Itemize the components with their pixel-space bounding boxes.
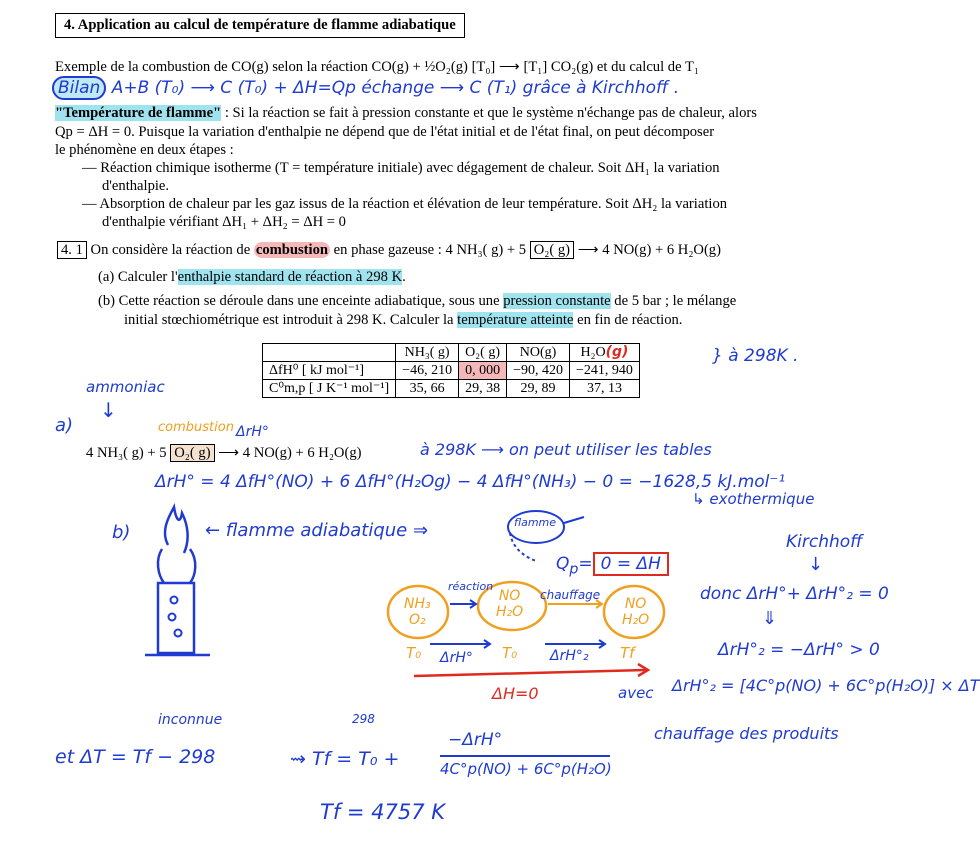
part-b-text-2: de 5 bar ; le mélange	[610, 293, 737, 309]
state-products-hot	[622, 596, 649, 628]
state-reactant-a: NH₃	[404, 596, 431, 612]
tables-note: à 298K ⟶ on peut utiliser les tables	[420, 440, 712, 459]
table-header-cell: O₂( g)	[459, 344, 507, 362]
drh-formula: ΔrH° = 4 ΔfH°(NO) + 6 ΔfH°(H₂Og) − 4 ΔfH°(NH₃) − 0 = −1628,5 kJ.mol⁻¹	[155, 472, 786, 492]
exothermic-note: ↳ exothermique	[692, 490, 815, 508]
delta-t-equation: et ΔT = Tf − 298	[55, 746, 216, 768]
avec-note: avec	[618, 684, 654, 702]
question-text-c: en phase gazeuse : 4 NH₃( g) + 5	[330, 242, 530, 258]
thermo-data-table	[262, 343, 640, 398]
unknown-note: inconnue	[158, 712, 223, 728]
table-cell: 37, 13	[570, 380, 640, 398]
bilan-equation: A+B (T₀) ⟶ C (T₀) + ΔH=Qp échange ⟶ C (T₁) grâce à Kirchhoff .	[111, 78, 680, 98]
qp-symbol: Q	[556, 554, 570, 574]
t0-label-a: T₀	[406, 644, 422, 662]
table-cell: 29, 89	[507, 380, 570, 398]
reaction-label: réaction	[448, 580, 494, 593]
donc-equation: donc ΔrH°+ ΔrH°₂ = 0	[700, 584, 889, 604]
combustion-note: combustion	[158, 420, 234, 435]
dh2-equation: ΔrH°₂ = −ΔrH° > 0	[718, 640, 880, 660]
table-header-row	[263, 344, 640, 362]
table-row-label: ΔfH⁰ [ kJ mol⁻¹]	[263, 362, 396, 380]
product-heating-note: chauffage des produits	[654, 724, 839, 743]
at-298k-note: } à 298K .	[712, 346, 799, 366]
table-header-cell: NO(g)	[507, 344, 570, 362]
table-row	[263, 362, 640, 380]
part-b-line-1	[98, 292, 736, 311]
step-1-line-b: d'enthalpie.	[102, 178, 170, 194]
adiabatic-flame-note: ← flamme adiabatique ⇒	[205, 520, 429, 541]
at-298k-text: à 298K .	[728, 346, 799, 366]
qp-box: 0 = ΔH	[593, 552, 669, 576]
flame-bubble-label: flamme	[514, 516, 557, 529]
final-result: Tf = 4757 K	[320, 800, 446, 824]
state-products-cold	[496, 588, 523, 620]
h2o-phase-annotation: (g)	[605, 344, 629, 360]
reaction-left: 4 NH₃( g) + 5	[86, 445, 167, 461]
qp-equation: $Q_p= 0 = \Delta H$	[556, 554, 669, 577]
part-b-text-4: en fin de réaction.	[573, 312, 683, 328]
part-b-marker: b)	[112, 522, 131, 543]
tf-equation-lead: ⇝ Tf = T₀ +	[290, 748, 400, 770]
ammoniac-note: ammoniac	[86, 378, 165, 396]
arrow-down-icon: ↓	[808, 554, 824, 575]
table-header-h2o: H₂O	[580, 345, 606, 360]
table-header-cell: NH₃( g)	[396, 344, 459, 362]
step-2-line-a: — Absorption de chaleur par les gaz issus de la réaction et élévation de leur température. Soit ΔH₂ la variation	[82, 196, 728, 212]
step-1-line-a: — Réaction chimique isotherme (T = température initiale) avec dégagement de chaleur. Soit ΔH₁ la variation	[82, 160, 720, 176]
part-b-highlight-1: pression constante	[503, 293, 611, 309]
handwritten-reaction	[86, 444, 361, 463]
kirchhoff-note: Kirchhoff	[786, 532, 863, 552]
drh0-note: ΔrH°	[236, 424, 269, 440]
intro-line-4: le phénomène en deux étapes :	[55, 142, 234, 158]
reaction-o2-box: O₂( g)	[170, 444, 214, 462]
bilan-line	[52, 78, 679, 98]
o2-box: O₂( g)	[530, 241, 574, 259]
dh2-formula: ΔrH°₂ = [4C°p(NO) + 6C°p(H₂O)] × ΔT	[672, 676, 980, 695]
heating-label: chauffage	[540, 588, 601, 602]
intro-line-1: Exemple de la combustion de CO(g) selon la réaction CO(g) + ½O₂(g) [T₀] ⟶ [T₁] CO₂(g) et du calcul de T₁	[55, 59, 699, 75]
arrow-down-icon: ⇓	[762, 608, 778, 629]
t0-label-b: T₀	[502, 644, 518, 662]
part-b-text-1: (b) Cette réaction se déroule dans une enceinte adiabatique, sous une	[98, 293, 504, 309]
dh2-label: ΔrH°₂	[550, 648, 589, 664]
table-cell: 35, 66	[396, 380, 459, 398]
state-product-b: H₂O	[496, 604, 524, 620]
table-row	[263, 380, 640, 398]
fraction-numerator: −ΔrH°	[448, 730, 503, 750]
table-row-label: C⁰m,p [ J K⁻¹ mol⁻¹]	[263, 380, 396, 398]
table-cell: −90, 420	[507, 362, 570, 380]
part-a-text	[98, 268, 406, 287]
tf-label: Tf	[620, 644, 635, 662]
part-b-highlight-2: température atteinte	[457, 312, 574, 328]
intro-line-3: Qp = ΔH = 0. Puisque la variation d'enthalpie ne dépend que de l'état initial et de l'état final, on peut décomposer	[55, 124, 715, 140]
part-a-marker: a)	[55, 415, 74, 436]
question-statement	[57, 241, 721, 260]
state-product-a: NO	[498, 588, 521, 604]
table-cell: 29, 38	[459, 380, 507, 398]
intro-line-2-text: : Si la réaction se fait à pression constante et que le système n'échange pas de chaleur, alors	[221, 105, 757, 121]
section-title: 4. Application au calcul de température de flamme adiabatique	[55, 13, 465, 38]
state-reactants	[404, 596, 431, 628]
state-hot-product-a: NO	[624, 596, 647, 612]
table-header-cell	[263, 344, 396, 362]
fraction-denominator: 4C°p(NO) + 6C°p(H₂O)	[440, 760, 612, 778]
state-hot-product-b: H₂O	[622, 612, 650, 628]
question-number: 4. 1	[57, 241, 87, 259]
table-cell: −241, 940	[570, 362, 640, 380]
reaction-right: ⟶ 4 NO(g) + 6 H₂O(g)	[218, 445, 362, 461]
drh-label: ΔrH°	[440, 650, 473, 666]
t0-value-note: 298	[352, 712, 375, 726]
question-text-a: On considère la réaction de	[90, 242, 254, 258]
part-a-lead: (a) Calculer l'	[98, 269, 178, 285]
intro-line-2	[55, 104, 757, 123]
red-arrow-icon	[410, 660, 660, 684]
question-text-d: ⟶ 4 NO(g) + 6 H₂O(g)	[574, 242, 721, 258]
table-cell: −46, 210	[396, 362, 459, 380]
fraction-bar	[440, 755, 610, 757]
part-a-highlight: enthalpie standard de réaction à 298 K	[177, 269, 403, 285]
qp-subscript: p	[569, 561, 579, 578]
step-2-line-b: d'enthalpie vérifiant ΔH₁ + ΔH₂ = ΔH = 0	[102, 214, 346, 230]
bilan-label: Bilan	[52, 76, 106, 100]
table-cell-highlighted: 0, 000	[459, 362, 507, 380]
part-a-end: .	[402, 269, 406, 285]
dh-zero-label: ΔH=0	[492, 684, 539, 703]
combustion-word: combustion	[255, 242, 329, 258]
flame-temperature-label: "Température de flamme"	[55, 105, 222, 121]
part-b-line-2	[124, 311, 682, 330]
arrow-down-icon: ↓	[100, 398, 117, 422]
part-b-text-3: initial stœchiométrique est introduit à 298 K. Calculer la	[124, 312, 458, 328]
table-header-cell-h2o	[570, 344, 640, 362]
state-reactant-b: O₂	[408, 612, 426, 628]
